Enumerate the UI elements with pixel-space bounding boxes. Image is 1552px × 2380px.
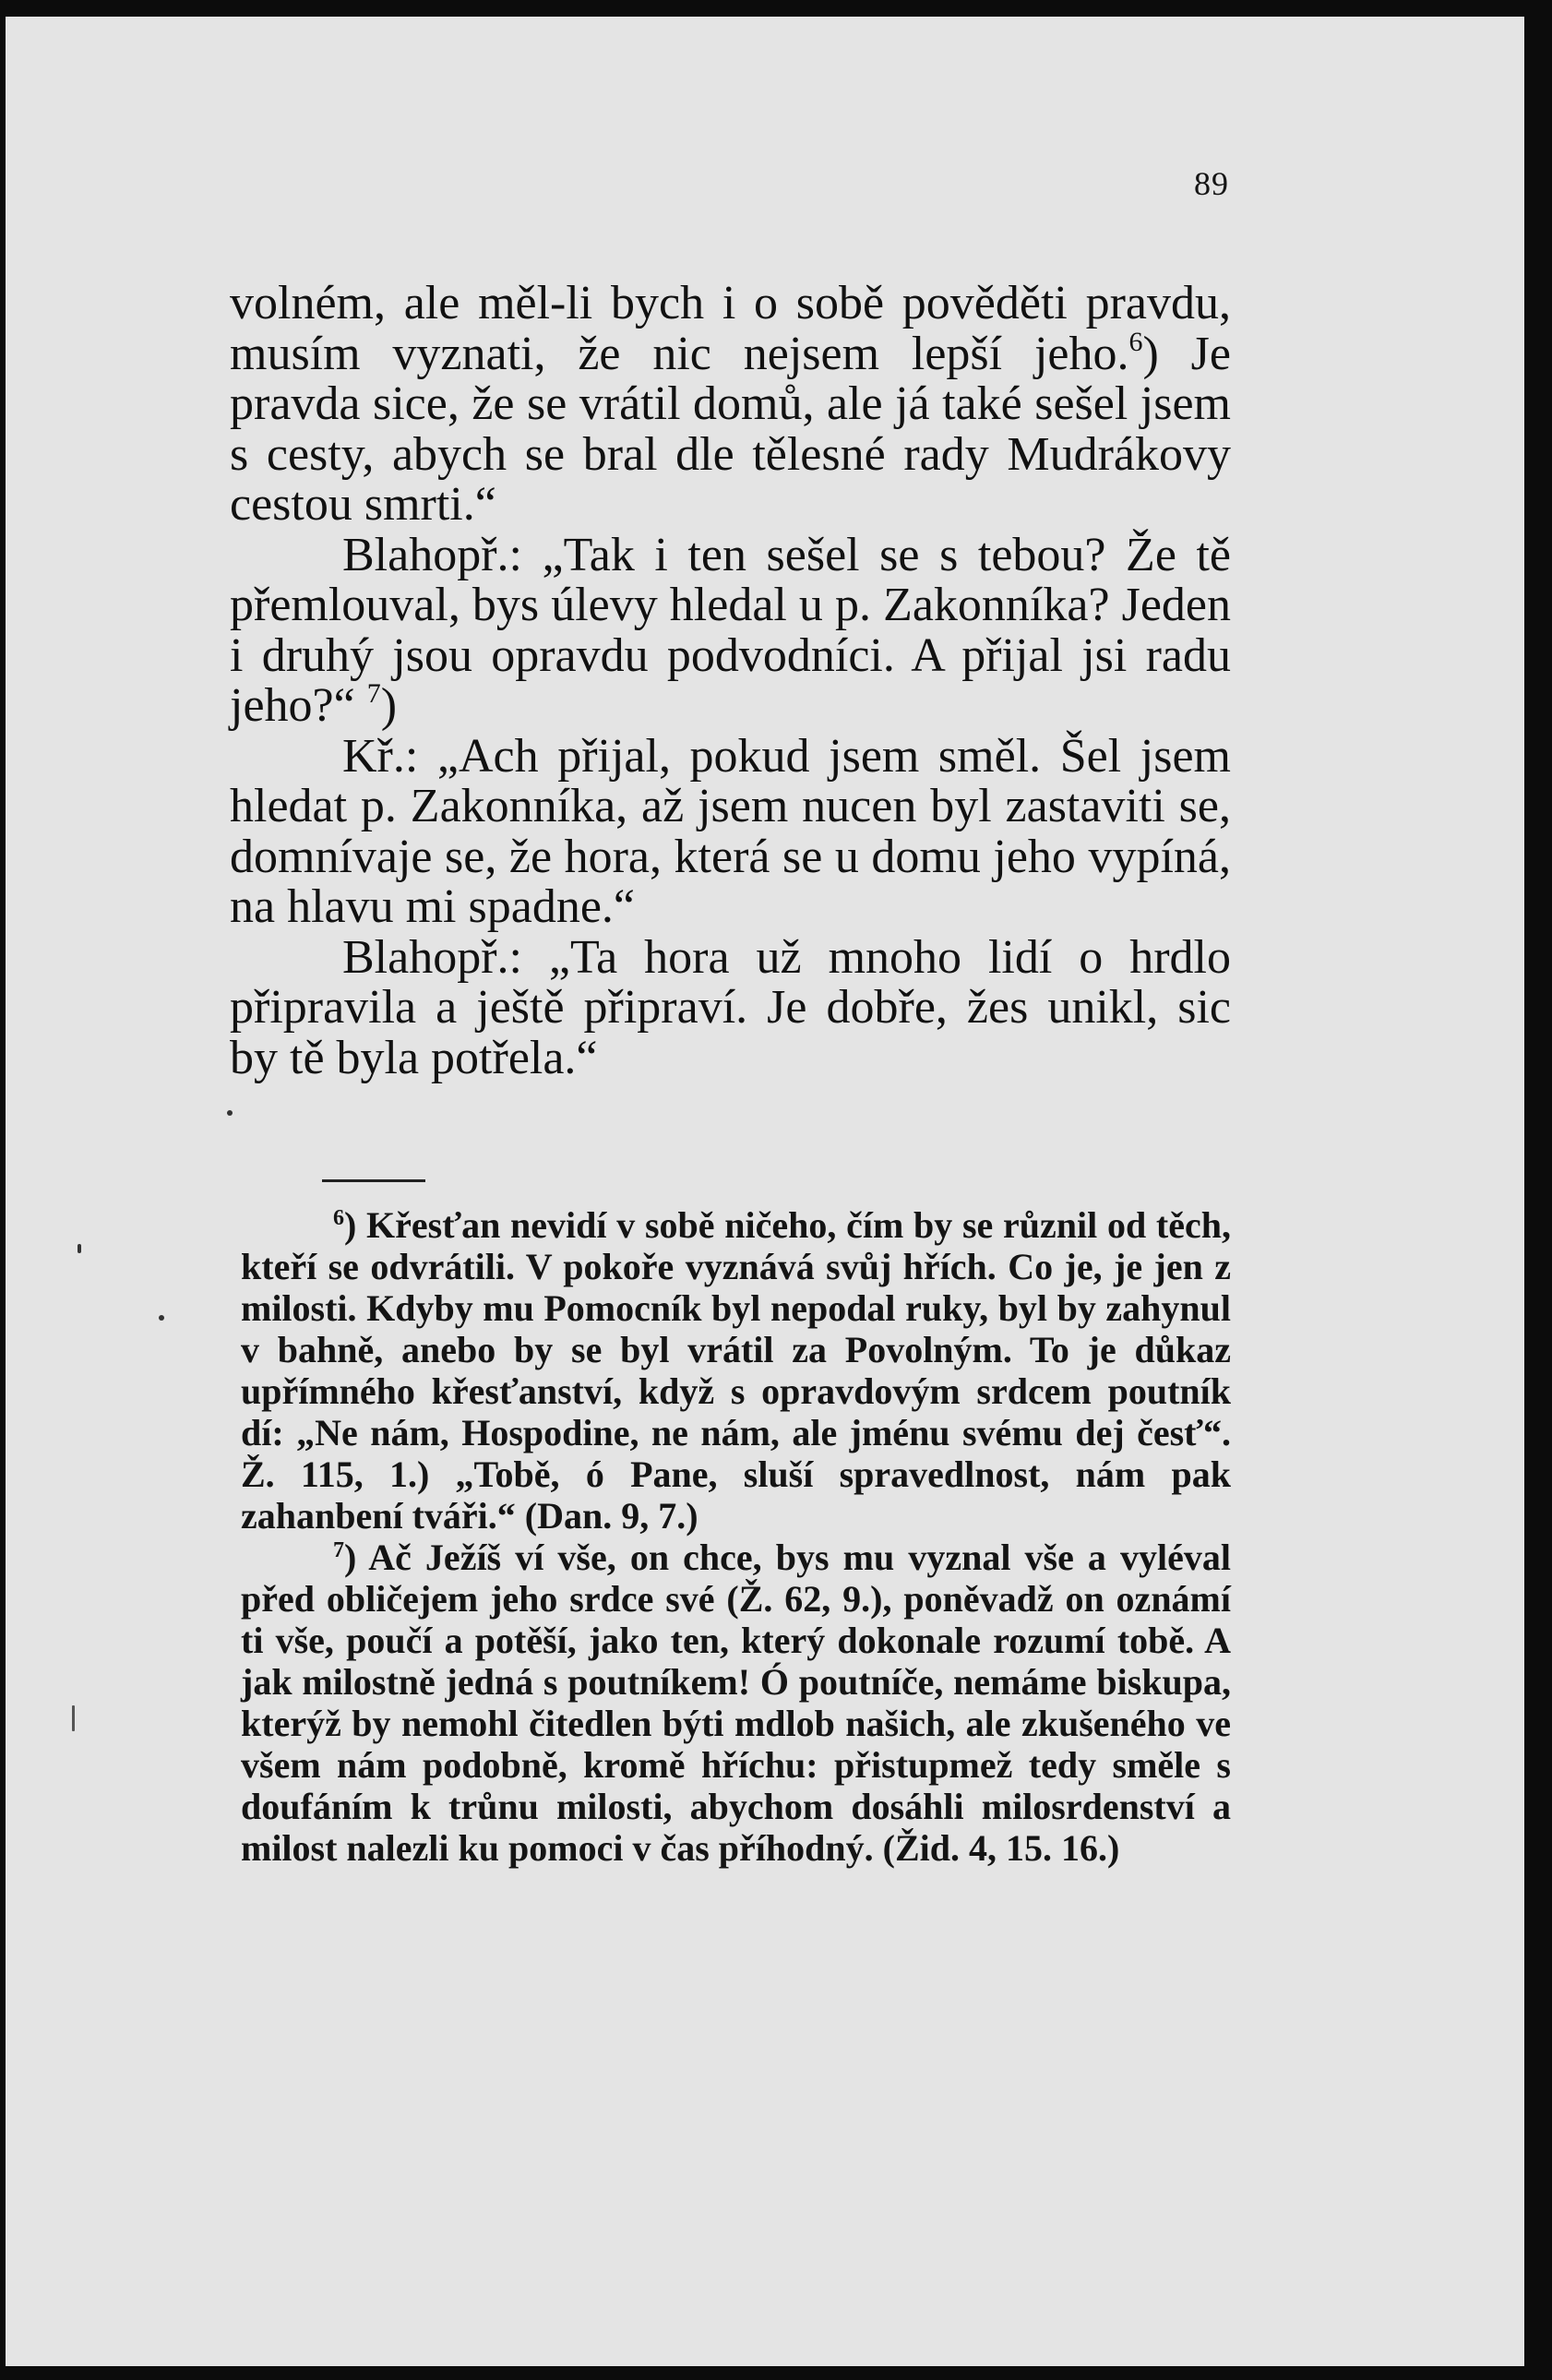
footnote-7: [241, 1537, 1231, 1869]
page-number: 89: [1194, 165, 1229, 202]
footnote-ref-6: 6: [1128, 326, 1143, 357]
footnote-ref-7: 7: [366, 678, 381, 709]
footnote-6-text: ) Křesťan nevidí v sobě ničeho, čím by se různil od těch, kteří se odvrátili. V pokoře vyznává svůj hřích. Co je, je jen z milosti. Kdyby mu Pomocník byl nepodal ruky, byl by zahynul v bahně, anebo by se byl vrátil za Povolným. To je důkaz upřímného křesťanství, když s opravdovým srdcem poutník dí: „Ne nám, Hospodine, ne nám, ale jménu svému dej česť“. Ž. 115, 1.) „Tobě, ó Pane, sluší spravedlnost, nám pak zahanbení tváři.“ (Dan. 9, 7.): [241, 1204, 1231, 1537]
paragraph-1: [230, 279, 1231, 531]
paragraph-4: Blahopř.: „Ta hora už mnoho lidí o hrdlo připravila a ještě připraví. Je dobře, žes unikl, sic by tě byla potřela.“: [230, 930, 1231, 1084]
body-text: [230, 279, 1231, 1083]
paragraph-1-text-a: volném, ale měl-li bych i o sobě pověděti pravdu, musím vyznati, že nic nejsem lepší jeho.: [230, 277, 1231, 380]
footnote-6: [241, 1204, 1231, 1537]
paragraph-2-text-b: ): [380, 679, 398, 732]
footnote-6-mark: 6: [333, 1206, 344, 1230]
book-page: [6, 17, 1524, 2366]
scan-speck: [227, 1110, 233, 1116]
paragraph-3: Kř.: „Ach přijal, pokud jsem směl. Šel jsem hledat p. Zakonníka, až jsem nucen byl zastaviti se, domnívaje se, že hora, která se u domu jeho vypíná, na hlavu mi spadne.“: [230, 729, 1231, 933]
footnote-7-text: ) Ač Ježíš ví vše, on chce, bys mu vyznal vše a vyléval před obličejem jeho srdce své (Ž. 62, 9.), poněvadž on oznámí ti vše, poučí a potěší, jako ten, který dokonale rozumí tobě. A jak milostně jedná s poutníkem! Ó poutníče, nemáme biskupa, kterýž by nemohl čitedlen býti mdlob našich, ale zkušeného ve všem nám podobně, kromě hříchu: přistupmež tedy směle s doufáním k trůnu milosti, abychom dosáhli milosrdenství a milost nalezli ku pomoci v čas příhodný. (Žid. 4, 15. 16.): [241, 1537, 1231, 1869]
paragraph-1-text-b: ) Je pravda sice, že se vrátil domů, ale já také sešel jsem s cesty, abych se bral dle tělesné rady Mudrákovy cestou smrti.“: [230, 327, 1231, 531]
paragraph-2-text-a: Blahopř.: „Tak i ten sešel se s tebou? Že tě přemlouval, bys úlevy hledal u p. Zakonníka? Jeden i druhý jsou opravdu podvodníci. A přijal jsi radu jeho?“: [230, 528, 1231, 732]
footnote-7-mark: 7: [333, 1538, 344, 1562]
footnote-divider: [322, 1179, 425, 1182]
scan-speck: [72, 1705, 75, 1731]
paragraph-2: [230, 528, 1231, 732]
footnotes: [241, 1204, 1231, 1869]
scan-speck: [78, 1244, 81, 1253]
scan-speck: [159, 1315, 164, 1321]
